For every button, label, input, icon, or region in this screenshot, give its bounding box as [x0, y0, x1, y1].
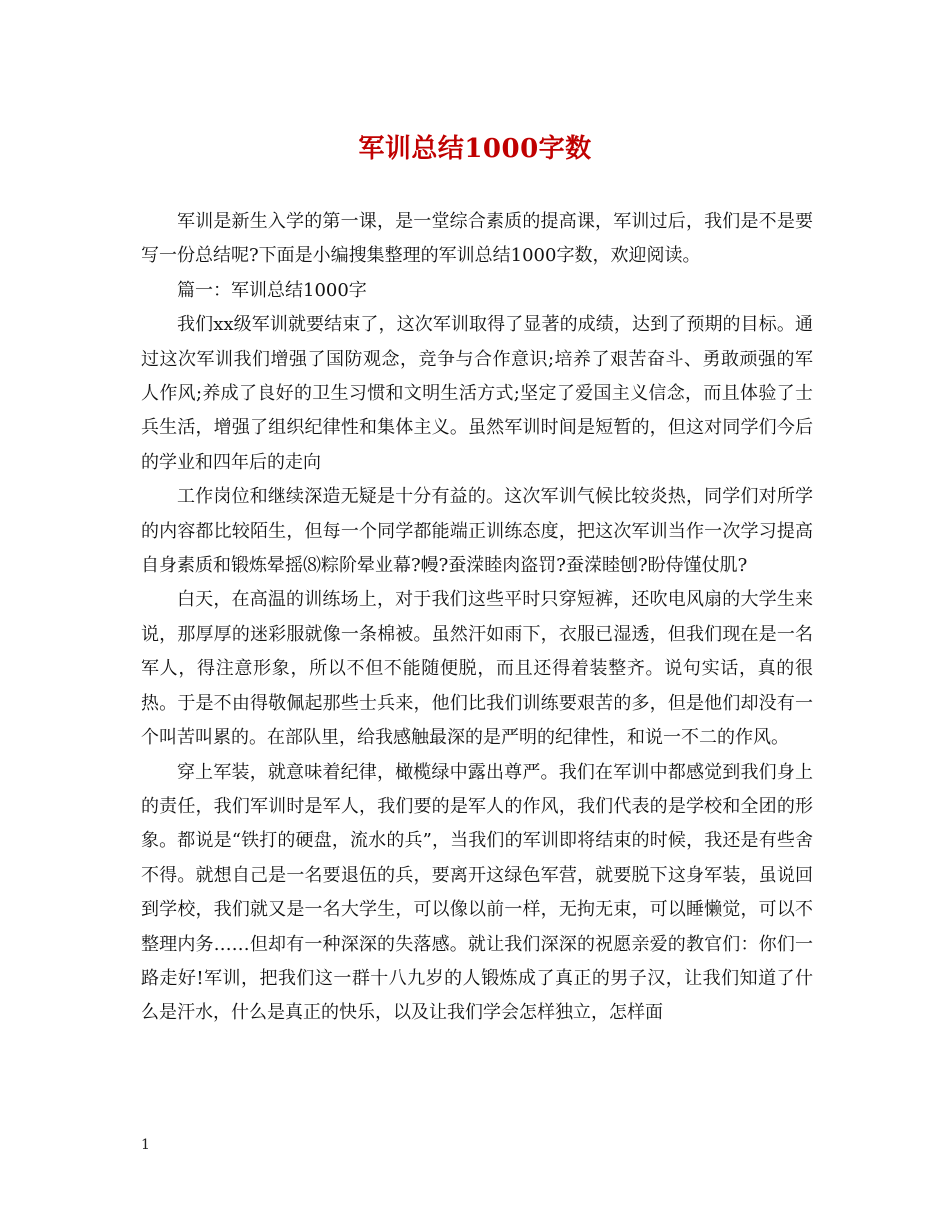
page-number: 1	[141, 1137, 150, 1153]
paragraph-section-heading: 篇一：军训总结1000字	[177, 279, 367, 301]
paragraph-2: 工作岗位和继续深造无疑是十分有益的。这次军训气候比较炎热，同学们对所学的内容都比较陌生，但每一个同学都能端正训练态度，把这次军训当作一次学习提高自身素质和锻炼晕摇⑻粽阶晕业幕?幔?蚕溁睦肉盗罚?蚕溁睦刨?盼侍馑仗肌?	[141, 486, 813, 577]
paragraph-4: 穿上军装，就意味着纪律，橄榄绿中露出尊严。我们在军训中都感觉到我们身上的责任，我们军训时是军人，我们要的是军人的作风，我们代表的是学校和全团的形象。都说是“铁打的硬盘，流水的兵”，当我们的军训即将结束的时候，我还是有些舍不得。就想自己是一名要退伍的兵，要离开这绿色军营，就要脱下这身军装，虽说回到学校，我们就又是一名大学生，可以像以前一样，无拘无束，可以睡懒觉，可以不整理内务……但却有一种深深的失落感。就让我们深深的祝愿亲爱的教官们：你们一路走好!军训，把我们这一群十八九岁的人锻炼成了真正的男子汉，让我们知道了什么是汗水，什么是真正的快乐，以及让我们学会怎样独立，怎样面	[141, 761, 813, 1024]
document-body	[141, 205, 813, 1031]
document-title: 军训总结1000字数	[358, 134, 592, 164]
paragraph-3: 白天，在高温的训练场上，对于我们这些平时只穿短裤，还吹电风扇的大学生来说，那厚厚的迷彩服就像一条棉被。虽然汗如雨下，衣服已湿透，但我们现在是一名军人，得注意形象，所以不但不能随便脱，而且还得着装整齐。说句实话，真的很热。于是不由得敬佩起那些士兵来，他们比我们训练要艰苦的多，但是他们却没有一个叫苦叫累的。在部队里，给我感触最深的是严明的纪律性，和说一不二的作风。	[141, 589, 813, 749]
paragraph-intro: 军训是新生入学的第一课，是一堂综合素质的提高课，军训过后，我们是不是要写一份总结呢?下面是小编搜集整理的军训总结1000字数，欢迎阅读。	[141, 211, 813, 267]
paragraph-1: 我们xx级军训就要结束了，这次军训取得了显著的成绩，达到了预期的目标。通过这次军训我们增强了国防观念，竞争与合作意识;培养了艰苦奋斗、勇敢顽强的军人作风;养成了良好的卫生习惯和文明生活方式;坚定了爱国主义信念，而且体验了士兵生活，增强了组织纪律性和集体主义。虽然军训时间是短暂的，但这对同学们今后的学业和四年后的走向	[141, 314, 813, 473]
